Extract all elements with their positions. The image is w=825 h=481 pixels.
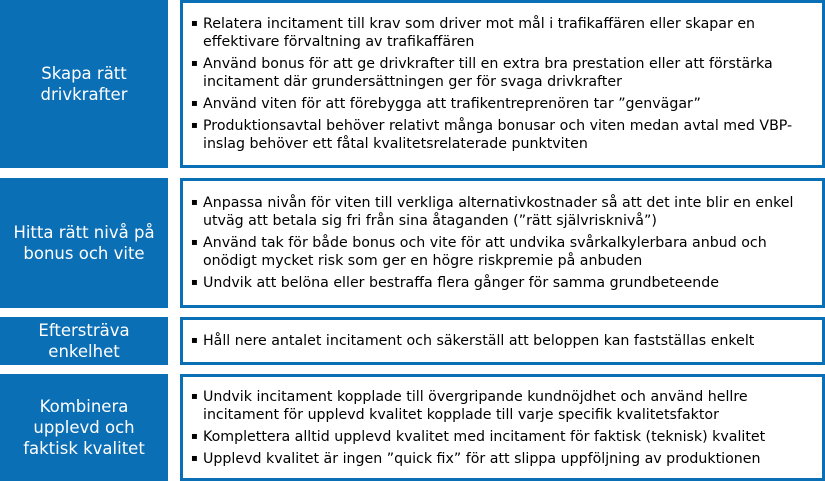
bullet-text: Håll nere antalet incitament och säkerställ att beloppen kan fastställas enkelt (203, 333, 755, 349)
bullet-icon: ▪ (191, 120, 198, 131)
section-label: Eftersträva enkelhet (38, 321, 130, 361)
bullet-item (191, 95, 816, 113)
bullet-icon: ▪ (191, 98, 198, 109)
bullet-text: Upplevd kvalitet är ingen ”quick fix” för att slippa uppföljning av produktionen (203, 450, 761, 467)
bullet-item (191, 55, 816, 91)
bullet-list-box (180, 317, 825, 365)
bullet-item (191, 234, 816, 270)
bullet-list-box (180, 178, 825, 308)
section-label-box (0, 0, 168, 168)
bullet-item (191, 117, 816, 153)
bullet-text: Anpassa nivån för viten till verkliga alternativkostnader så att det inte blir en enkel utväg att betala sig fri från sina åtaganden (”rätt självrisknivå”) (203, 195, 794, 229)
bullet-text: Relatera incitament till krav som driver mot mål i trafikaffären eller skapar en effektivare förvaltning av trafikaffären (203, 16, 756, 50)
bullet-icon: ▪ (191, 452, 198, 464)
bullet-icon: ▪ (191, 390, 198, 402)
bullet-text: Använd tak för både bonus och vite för att undvika svårkalkylerbara anbud och onödigt mycket risk som ger en högre riskpremie på anbuden (203, 235, 767, 269)
section-label-box (0, 317, 168, 365)
section-row-kvalitet (0, 374, 825, 481)
section-row-enkelhet (0, 317, 825, 365)
bullet-item (191, 388, 816, 424)
bullet-icon: ▪ (191, 237, 198, 248)
bullet-icon: ▪ (191, 430, 198, 442)
section-label: Kombinera upplevd och faktisk kvalitet (23, 397, 145, 458)
bullet-item (191, 274, 816, 292)
bullet-item (191, 450, 816, 468)
section-label-box (0, 374, 168, 481)
bullet-item (191, 428, 816, 446)
bullet-icon: ▪ (191, 277, 198, 288)
bullet-list-box (180, 374, 825, 481)
bullet-item (191, 15, 816, 51)
bullet-text: Använd bonus för att ge drivkrafter till en extra bra prestation eller att förstärka incitament där grundersättningen ger för svaga drivkrafter (203, 56, 773, 90)
section-label: Skapa rätt drivkrafter (40, 64, 128, 104)
bullet-icon: ▪ (191, 197, 198, 208)
bullet-item (191, 194, 816, 230)
bullet-text: Använd viten för att förebygga att trafikentreprenören tar ”genvägar” (203, 96, 701, 112)
bullet-text: Undvik att belöna eller bestraffa flera gånger för samma grundbeteende (203, 275, 719, 291)
bullet-icon: ▪ (191, 335, 198, 346)
section-row-niva (0, 178, 825, 308)
section-label: Hitta rätt nivå på bonus och vite (13, 223, 155, 263)
bullet-item (191, 332, 816, 350)
section-row-drivkrafter (0, 0, 825, 168)
bullet-text: Undvik incitament kopplade till övergripande kundnöjdhet och använd hellre incitament för upplevd kvalitet kopplade till varje specifik kvalitetsfaktor (203, 388, 748, 423)
bullet-text: Produktionsavtal behöver relativt många bonusar och viten medan avtal med VBP-inslag behöver ett fåtal kvalitetsrelaterade punktviten (203, 118, 793, 152)
bullet-icon: ▪ (191, 18, 198, 29)
bullet-icon: ▪ (191, 58, 198, 69)
section-label-box (0, 178, 168, 308)
bullet-list-box (180, 0, 825, 168)
bullet-text: Komplettera alltid upplevd kvalitet med incitament för faktisk (teknisk) kvalitet (203, 428, 766, 445)
